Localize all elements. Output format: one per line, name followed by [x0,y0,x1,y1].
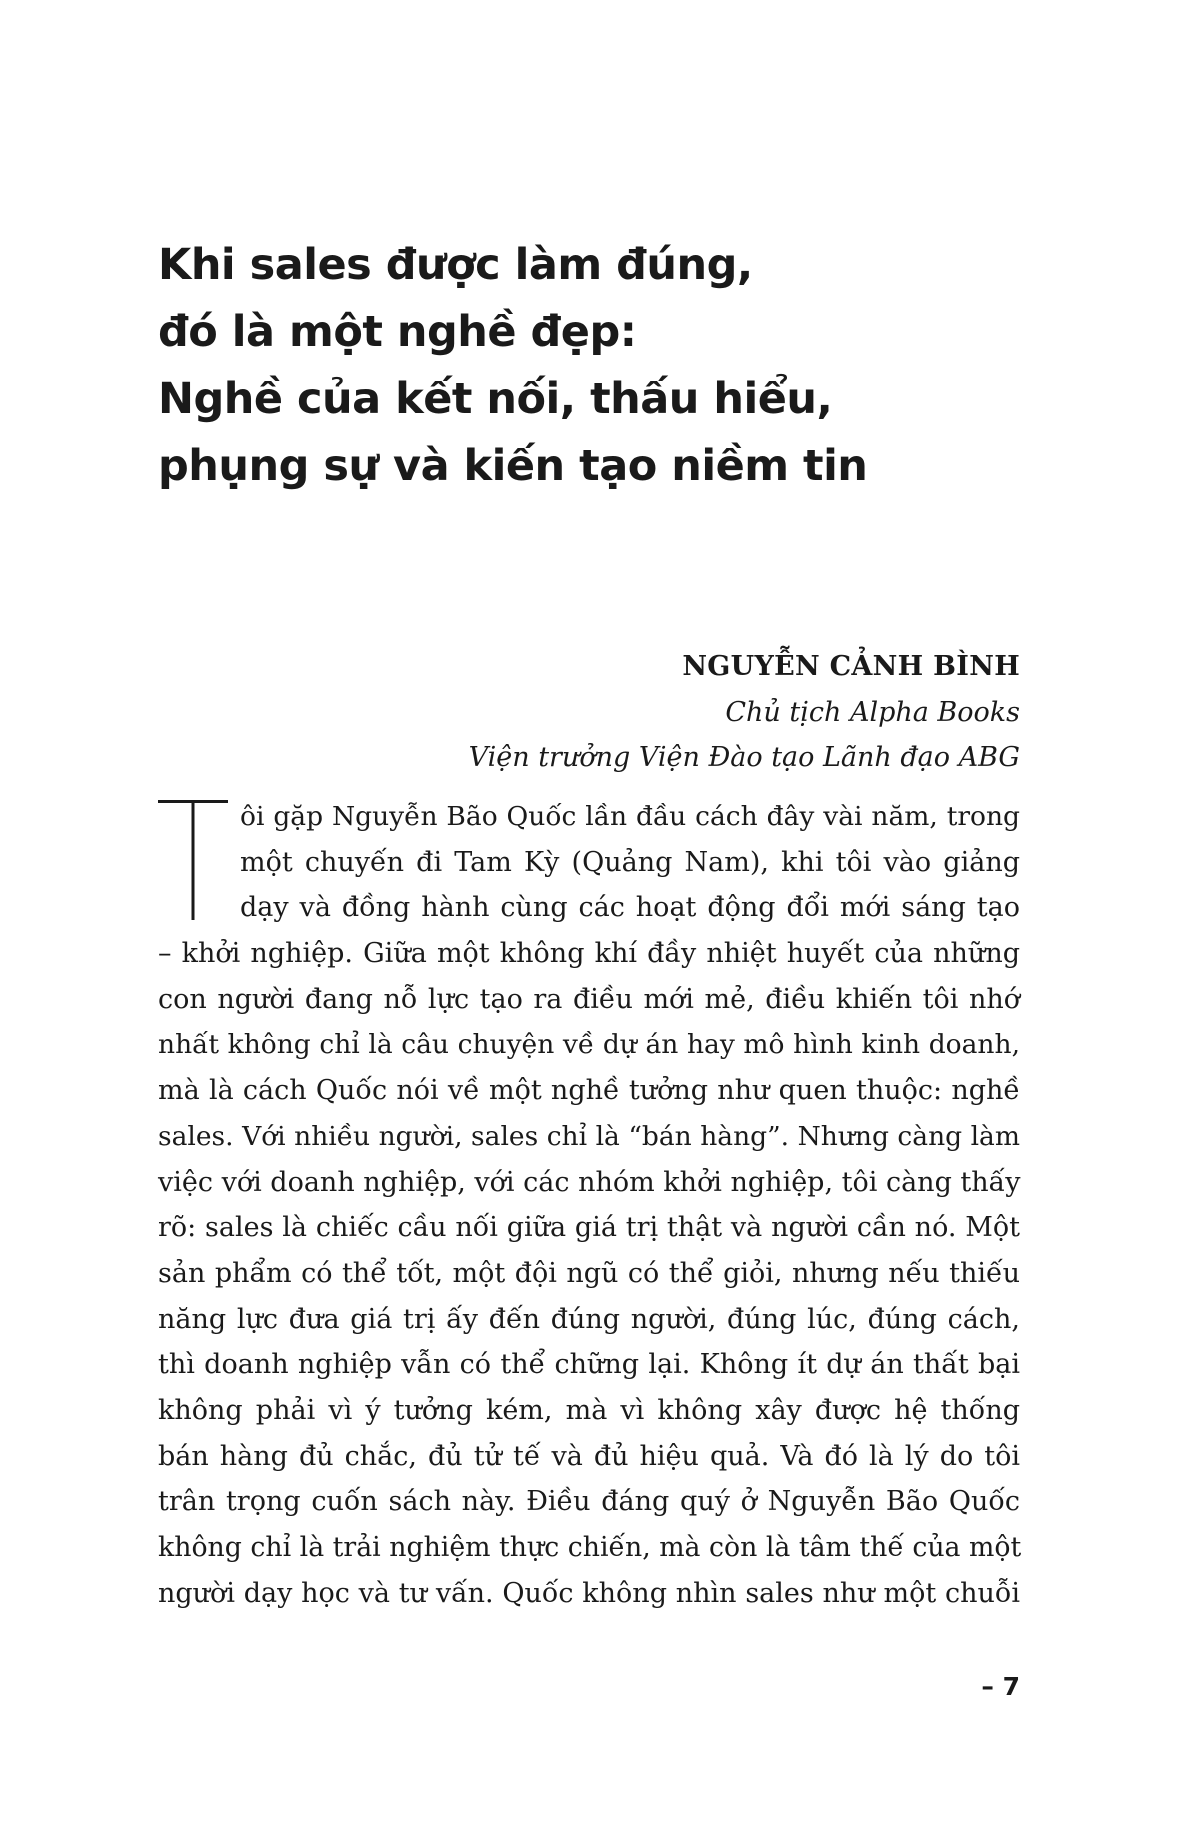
body-line: nhất không chỉ là câu chuyện về dự án hay mô hình kinh doanh, [158,1029,1020,1061]
title-line: phụng sự và kiến tạo niềm tin [158,441,868,491]
body-line: việc với doanh nghiệp, với các nhóm khởi nghiệp, tôi càng thấy [158,1166,1021,1198]
title-line: Khi sales được làm đúng, [158,240,753,290]
author-name: NGUYỄN CẢNH BÌNH [682,651,1020,682]
body-line: mà là cách Quốc nói về một nghề tưởng như quen thuộc: nghề [158,1075,1020,1107]
body-line: không phải vì ý tưởng kém, mà vì không xây được hệ thống [158,1394,1020,1426]
body-line: thì doanh nghiệp vẫn có thể chững lại. Không ít dự án thất bại [158,1349,1020,1381]
chapter-title [158,232,1058,500]
body-line: không chỉ là trải nghiệm thực chiến, mà còn là tâm thế của một [158,1532,1022,1563]
title-line: Nghề của kết nối, thấu hiểu, [158,374,833,424]
body-line: ôi gặp Nguyễn Bão Quốc lần đầu cách đây vài năm, trong [240,801,1020,832]
body-paragraph [158,794,1020,1616]
body-line: năng lực đưa giá trị ấy đến đúng người, đúng lúc, đúng cách, [158,1303,1020,1335]
author-block [469,644,1020,780]
body-line: trân trọng cuốn sách này. Điều đáng quý ở Nguyễn Bão Quốc [158,1486,1020,1518]
body-line: người dạy học và tư vấn. Quốc không nhìn sales như một chuỗi [158,1577,1020,1609]
body-line: sản phẩm có thể tốt, một đội ngũ có thể giỏi, nhưng nếu thiếu [158,1257,1020,1289]
page-number: – 7 [981,1672,1020,1701]
body-line: một chuyến đi Tam Kỳ (Quảng Nam), khi tôi vào giảng [240,846,1020,878]
body-line: con người đang nỗ lực tạo ra điều mới mẻ, điều khiến tôi nhớ [158,983,1020,1015]
body-line: rõ: sales là chiếc cầu nối giữa giá trị thật và người cần nó. Một [158,1212,1020,1244]
title-line: đó là một nghề đẹp: [158,307,637,357]
body-line: – khởi nghiệp. Giữa một không khí đầy nhiệt huyết của những [158,938,1020,970]
body-line: bán hàng đủ chắc, đủ tử tế và đủ hiệu quả. Và đó là lý do tôi [158,1440,1020,1472]
author-role: Viện trưởng Viện Đào tạo Lãnh đạo ABG [468,742,1020,773]
author-role: Chủ tịch Alpha Books [725,697,1020,728]
body-line: sales. Với nhiều người, sales chỉ là “bán hàng”. Nhưng càng làm [158,1120,1020,1152]
body-line: dạy và đồng hành cùng các hoạt động đổi mới sáng tạo [240,892,1020,924]
